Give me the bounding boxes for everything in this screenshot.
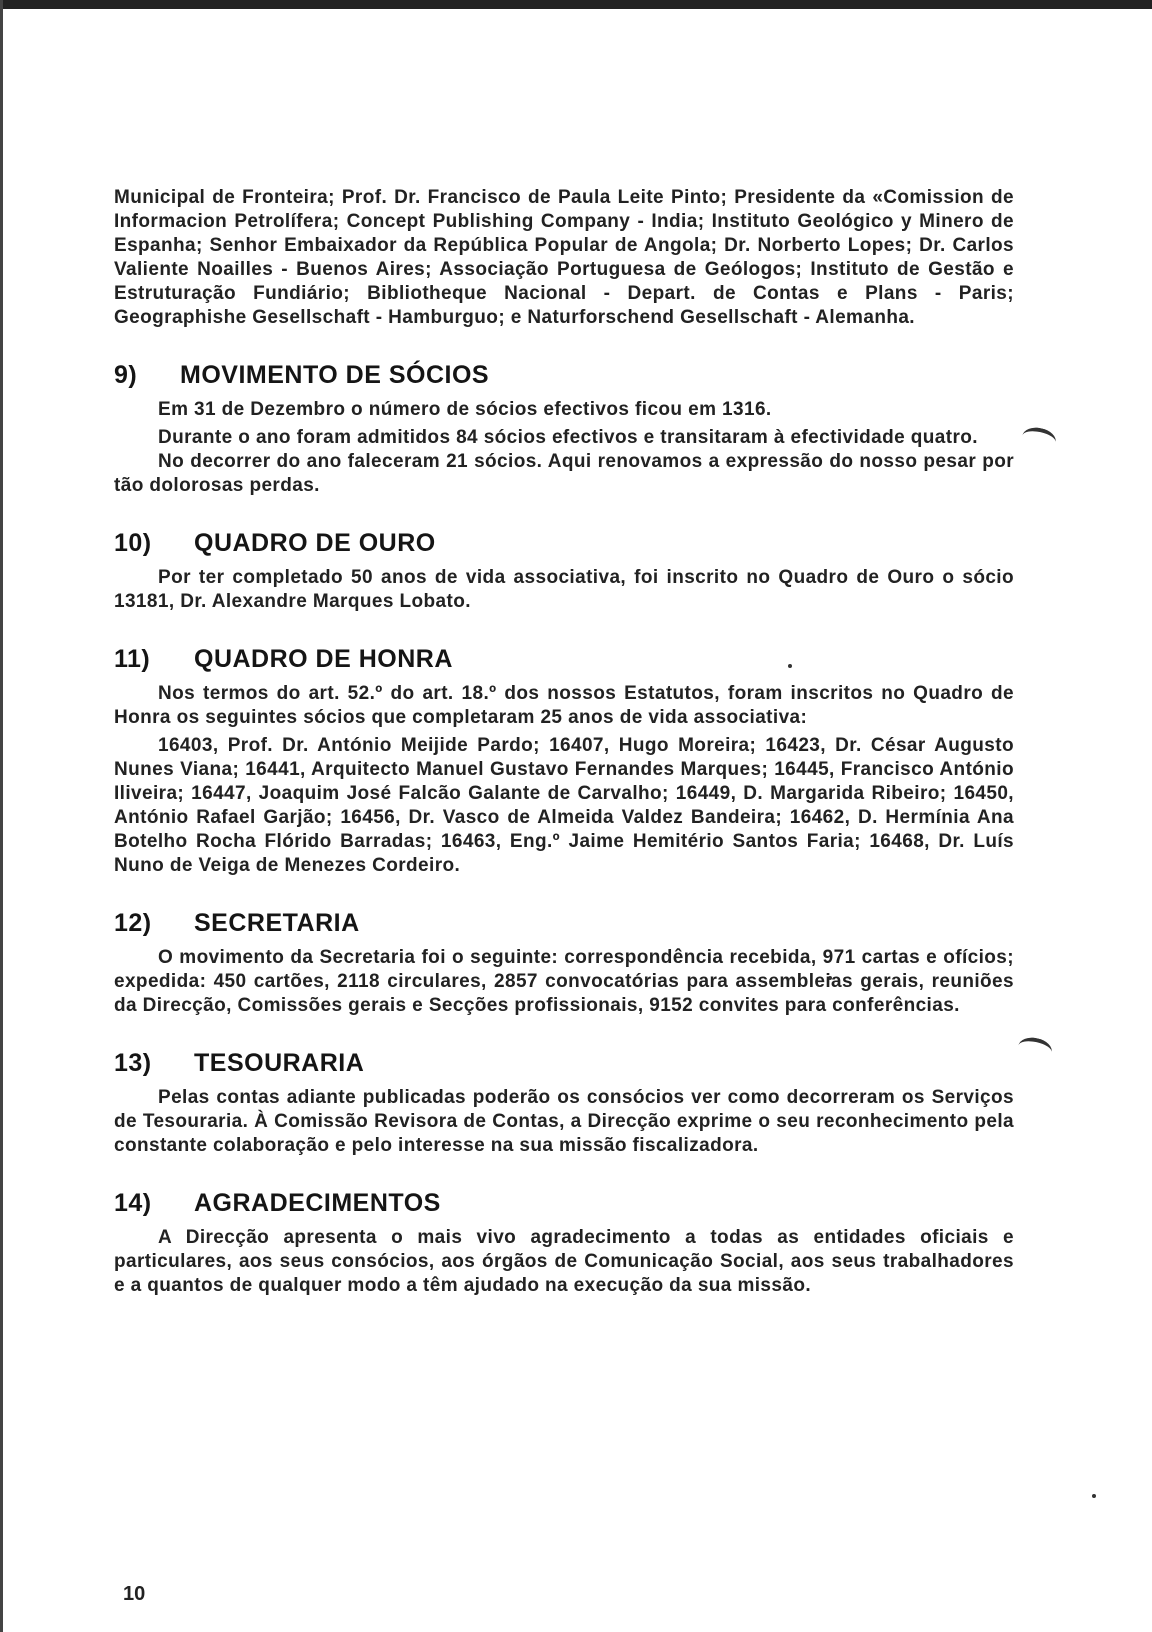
section-number: 10) <box>114 529 152 557</box>
section-paragraph: O movimento da Secretaria foi o seguinte: correspondência recebida, 971 cartas e ofícios; expedida: 450 cartões, 2118 circulares, 2857 convocatórias para assembleias gerais, reuniões da Direcção, Comissões gerais e Secções profissionais, 9152 convites para conferências. <box>114 947 1014 1016</box>
page-number: 10 <box>123 1583 146 1605</box>
page-top-border <box>0 0 1152 9</box>
intro-paragraph: Municipal de Fronteira; Prof. Dr. Francisco de Paula Leite Pinto; Presidente da «Comission de Informacion Petrolífera; Concept Publishing Company - India; Instituto Geológico y Minero de Espanha; Senhor Embaixador da República Popular de Angola; Dr. Norberto Lopes; Dr. Carlos Valiente Noailles - Buenos Aires; Associação Portuguesa de Geólogos; Instituto de Gestão e Estruturação Fundiário; Bibliotheque Nacional - Depart. de Contas e Plans - Paris; Geographishe Gesellschaft - Hamburguo; e Naturforschend Gesellschaft - Alemanha. <box>114 187 1014 328</box>
document-body <box>114 186 1014 1298</box>
section-title: AGRADECIMENTOS <box>194 1189 441 1217</box>
section-title: TESOURARIA <box>194 1049 365 1077</box>
section-paragraph: Em 31 de Dezembro o número de sócios efectivos ficou em 1316. <box>158 399 772 420</box>
section-title: QUADRO DE HONRA <box>194 645 453 673</box>
page-left-border <box>0 0 3 1632</box>
binding-hole-mark-bottom <box>1016 1035 1054 1064</box>
section-heading-agradecimentos <box>114 1188 1014 1218</box>
section-paragraph: Durante o ano foram admitidos 84 sócios efectivos e transitaram à efectividade quatro. <box>158 427 978 448</box>
section-heading-quadro-ouro <box>114 528 1014 558</box>
section-number: 11) <box>114 645 151 673</box>
scan-speck <box>1092 1494 1096 1498</box>
section-heading-quadro-honra <box>114 644 1014 674</box>
section-paragraph: Por ter completado 50 anos de vida associativa, foi inscrito no Quadro de Ouro o sócio 13181, Dr. Alexandre Marques Lobato. <box>114 567 1014 612</box>
section-paragraph: No decorrer do ano faleceram 21 sócios. Aqui renovamos a expressão do nosso pesar por tão dolorosas perdas. <box>114 451 1014 496</box>
section-title: MOVIMENTO DE SÓCIOS <box>180 361 490 389</box>
section-paragraph: A Direcção apresenta o mais vivo agradecimento a todas as entidades oficiais e particulares, aos seus consócios, aos órgãos de Comunicação Social, aos seus trabalhadores e a quantos de qualquer modo a têm ajudado na execução da sua missão. <box>114 1227 1014 1296</box>
binding-hole-mark-top <box>1020 425 1058 454</box>
section-number: 9) <box>114 361 138 389</box>
section-number: 14) <box>114 1189 152 1217</box>
section-paragraph: Pelas contas adiante publicadas poderão os consócios ver como decorreram os Serviços de Tesouraria. À Comissão Revisora de Contas, a Direcção exprime o seu reconhecimento pela constante colaboração e pelo interesse na sua missão fiscalizadora. <box>114 1087 1014 1156</box>
section-title: QUADRO DE OURO <box>194 529 436 557</box>
section-heading-tesouraria <box>114 1048 1014 1078</box>
member-list-paragraph: 16403, Prof. Dr. António Meijide Pardo; 16407, Hugo Moreira; 16423, Dr. César Augusto Nunes Viana; 16441, Arquitecto Manuel Gustavo Fernandes Marques; 16445, Francisco António Iliveira; 16447, Joaquim José Falcão Galante de Carvalho; 16449, D. Margarida Ribeiro; 16450, António Rafael Garjão; 16456, Dr. Vasco de Almeida Valdez Bandeira; 16462, D. Hermínia Ana Botelho Rocha Flórido Barradas; 16463, Eng.º Jaime Hemitério Santos Faria; 16468, Dr. Luís Nuno de Veiga de Menezes Cordeiro. <box>114 735 1014 876</box>
section-heading-secretaria <box>114 908 1014 938</box>
section-number: 13) <box>114 1049 152 1077</box>
section-paragraph: Nos termos do art. 52.º do art. 18.º dos nossos Estatutos, foram inscritos no Quadro de Honra os seguintes sócios que completaram 25 anos de vida associativa: <box>114 683 1014 728</box>
section-number: 12) <box>114 909 152 937</box>
section-title: SECRETARIA <box>194 909 360 937</box>
section-heading-movimento-socios <box>114 360 1014 390</box>
